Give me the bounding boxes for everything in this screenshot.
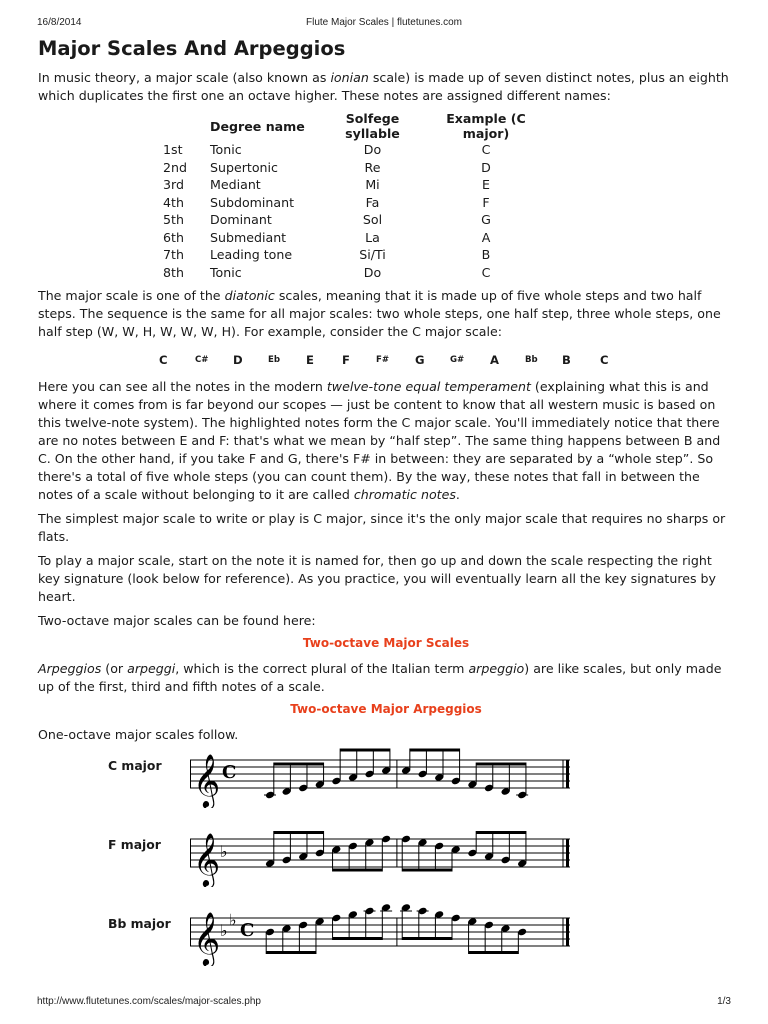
table-cell: Do <box>363 264 382 280</box>
note-beam <box>333 869 383 872</box>
chromatic-note: F <box>342 353 350 367</box>
two-octave-scales-link[interactable]: Two-octave Major Scales <box>302 636 470 650</box>
two-octave-intro: Two-octave major scales can be found here: <box>38 613 316 628</box>
chromatic-note: Bb <box>525 355 538 365</box>
music-staff <box>190 817 572 887</box>
table-header-cell <box>163 111 210 141</box>
table-row <box>163 141 546 159</box>
arpeggios-text-3: ) are like scales, but only made up of the first, third and fifth notes of a scale. <box>38 661 722 694</box>
note-beam <box>402 937 452 940</box>
table-cell: Tonic <box>210 264 242 280</box>
table-cell: 7th <box>163 247 184 263</box>
chromatic-note: C# <box>195 355 209 365</box>
table-cell: E <box>482 177 490 193</box>
table-cell: Supertonic <box>210 159 278 175</box>
arpeggios-paragraph <box>38 660 735 696</box>
treble-clef-icon: 𝄞 <box>193 911 221 965</box>
explanation-text-3: . <box>455 487 460 502</box>
diatonic-paragraph <box>38 287 735 341</box>
table-cell: Leading tone <box>210 247 293 263</box>
music-staff <box>190 738 572 808</box>
table-cell: Dominant <box>210 212 272 228</box>
table-cell: Fa <box>365 194 380 210</box>
chromatic-note: B <box>562 353 571 367</box>
scale-label: F major <box>108 837 161 852</box>
table-header-cell: Solfege syllable <box>345 111 400 141</box>
scale-label: C major <box>108 758 162 773</box>
table-row <box>163 211 546 229</box>
intro-text-1: In music theory, a major scale (also known as <box>38 70 331 85</box>
table-cell: Subdominant <box>210 194 295 210</box>
table-cell: C <box>481 142 491 158</box>
table-cell: 6th <box>163 229 184 245</box>
arpeggios-em-1: Arpeggios <box>38 661 102 676</box>
table-cell: F <box>482 194 490 210</box>
table-cell: Re <box>364 159 381 175</box>
note-beam <box>476 763 526 766</box>
degree-table <box>163 111 546 281</box>
diatonic-text-1: The major scale is one of the <box>38 288 225 303</box>
simplest-paragraph: The simplest major scale to write or play is C major, since it's the only major scale that requires no sharps or flats. <box>38 511 726 544</box>
print-url: http://www.flutetunes.com/scales/major-scales.php <box>37 996 261 1007</box>
table-row <box>163 264 546 282</box>
scale-label: Bb major <box>108 916 171 931</box>
table-row <box>163 194 546 212</box>
chromatic-note: E <box>306 353 314 367</box>
table-cell: 8th <box>163 264 184 280</box>
chromatic-note: G# <box>450 355 465 365</box>
chromatic-notes-row <box>37 347 735 375</box>
table-row <box>163 246 546 264</box>
note-beam <box>340 749 390 752</box>
table-cell: Tonic <box>210 142 242 158</box>
music-staff <box>190 896 572 966</box>
table-cell: Mi <box>365 177 380 193</box>
arpeggios-em-2: arpeggi <box>127 661 176 676</box>
chromatic-note: Eb <box>268 355 281 365</box>
one-octave-intro: One-octave major scales follow. <box>38 727 239 742</box>
intro-text-2: scale) is made up of seven distinct notes, plus an eighth which duplicates the first one an octave higher. These notes are assigned different names: <box>38 70 729 103</box>
chromatic-note: F# <box>376 355 390 365</box>
print-header <box>37 17 731 31</box>
print-footer <box>37 996 731 1010</box>
table-cell: 1st <box>163 142 183 158</box>
table-cell: B <box>481 247 491 263</box>
degree-table-header <box>163 111 546 141</box>
diatonic-text-2: scales, meaning that it is made up of five whole steps and two half steps. The sequence is the same for all major scales: two whole steps, one half step, three whole steps, one half step (W, W, H, W, W, W, H). For example, consider the C major scale: <box>38 288 721 339</box>
time-signature-icon: C <box>240 920 255 941</box>
table-cell: A <box>481 229 491 245</box>
flat-icon: ♭ <box>220 842 228 861</box>
chromatic-note: G <box>415 353 425 367</box>
chromatic-note: C <box>600 353 609 367</box>
table-cell: 5th <box>163 212 184 228</box>
print-title: Flute Major Scales | flutetunes.com <box>306 17 462 28</box>
flat-icon: ♭ <box>220 921 228 940</box>
note-beam <box>266 951 316 954</box>
table-cell: Sol <box>362 212 383 228</box>
explanation-text-1: Here you can see all the notes in the modern <box>38 379 327 394</box>
explanation-em-1: twelve-tone equal temperament <box>326 379 531 394</box>
time-signature-icon: C <box>222 762 237 783</box>
explanation-text-2: (explaining what this is and where it comes from is far beyond our scopes — just be content to know that all western music is based on this twelve-note system). The highlighted notes form the C major scale. You'll immediately notice that there are no notes between E and F: that's what we mean by “half step”. The same thing happens between B and C. On the other hand, if you take F and G, there's F# in between: they are separated by a “whole step”. So there's a total of five whole steps (you can count them). By the way, these notes that fall in between the notes of a scale without belonging to it are called <box>38 379 721 502</box>
table-cell: 3rd <box>163 177 184 193</box>
note-beam <box>274 763 324 766</box>
table-cell: Do <box>363 142 382 158</box>
explanation-em-2: chromatic notes <box>353 487 456 502</box>
table-cell: Mediant <box>210 177 261 193</box>
table-row <box>163 159 546 177</box>
arpeggios-text-1: (or <box>101 661 128 676</box>
intro-paragraph <box>38 69 735 105</box>
table-header-cell: Example (C major) <box>446 111 526 141</box>
scales-area <box>37 728 735 968</box>
table-cell: La <box>365 229 380 245</box>
explanation-paragraph <box>38 378 735 504</box>
arpeggios-text-2: , which is the correct plural of the Italian term <box>175 661 469 676</box>
note-beam <box>274 831 324 834</box>
two-octave-arpeggios-link[interactable]: Two-octave Major Arpeggios <box>290 702 482 716</box>
page-title: Major Scales And Arpeggios <box>38 37 346 60</box>
table-row <box>163 229 546 247</box>
note-beam <box>469 951 519 954</box>
table-header-cell: Degree name <box>210 118 305 134</box>
table-cell: D <box>481 159 491 175</box>
table-cell: C <box>481 264 491 280</box>
table-cell: 2nd <box>163 159 187 175</box>
print-date: 16/8/2014 <box>37 17 82 28</box>
chromatic-note: A <box>490 353 499 367</box>
table-cell: 4th <box>163 194 184 210</box>
note-beam <box>402 869 452 872</box>
table-cell: Si/Ti <box>359 247 386 263</box>
arpeggios-em-3: arpeggio <box>468 661 525 676</box>
final-barline <box>566 760 569 788</box>
to-play-paragraph: To play a major scale, start on the note it is named for, then go up and down the scale respecting the right key signature (look below for reference). As you practice, you will eventually learn all the key signatures by heart. <box>38 553 717 604</box>
final-barline <box>566 839 569 867</box>
print-page-number: 1/3 <box>717 996 731 1007</box>
note-beam <box>333 937 383 940</box>
flat-icon: ♭ <box>229 910 237 930</box>
chromatic-note: D <box>233 353 243 367</box>
treble-clef-icon: 𝄞 <box>193 753 221 807</box>
table-row <box>163 176 546 194</box>
diatonic-em: diatonic <box>224 288 275 303</box>
treble-clef-icon: 𝄞 <box>193 832 221 886</box>
note-beam <box>410 749 460 752</box>
intro-em: ionian <box>330 70 369 85</box>
table-cell: G <box>481 212 491 228</box>
chromatic-note: C <box>159 353 168 367</box>
page-content <box>37 34 735 750</box>
note-beam <box>476 831 526 834</box>
degree-table-body <box>163 141 546 281</box>
final-barline <box>566 918 569 946</box>
table-cell: Submediant <box>210 229 287 245</box>
